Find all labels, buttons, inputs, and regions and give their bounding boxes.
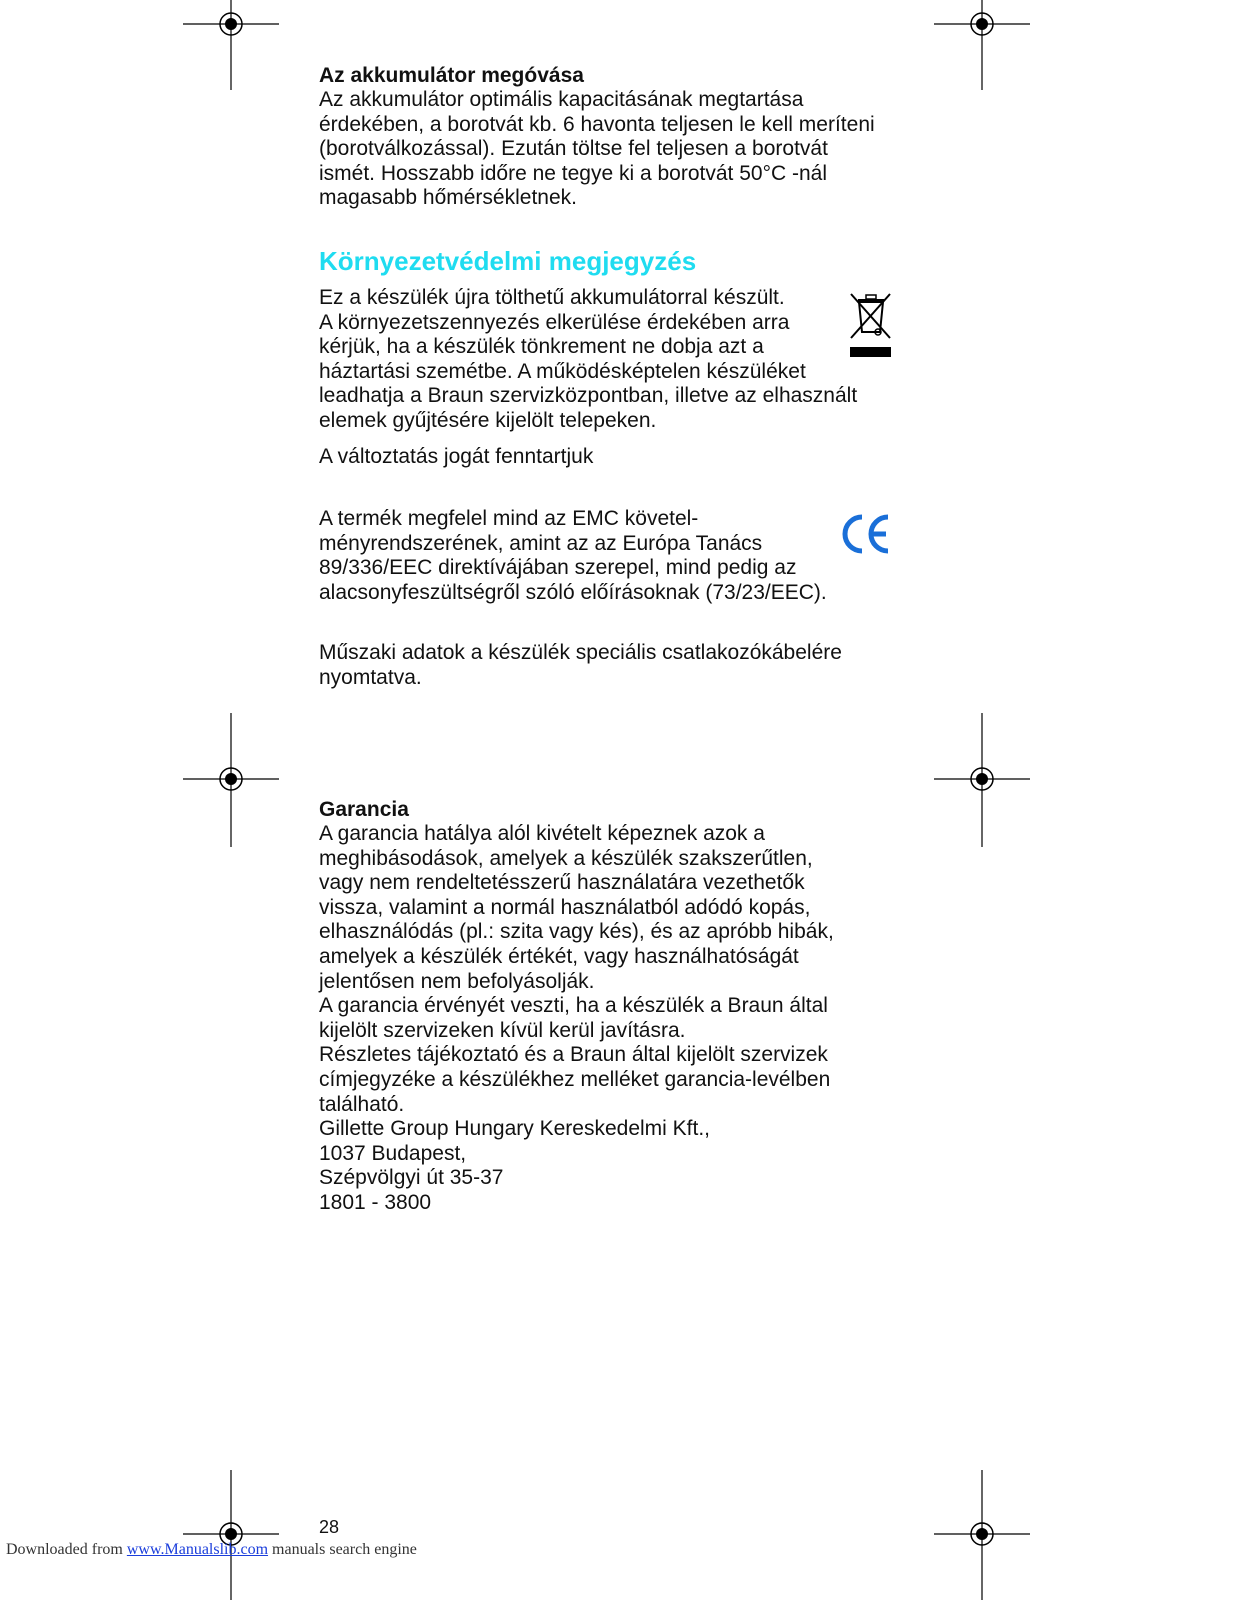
environment-section-body: Ez a készülék újra tölthetű akkumulátorral készült. A környezetszennyezés elkerülése érdekében arra kérjük, ha a készülék tönkrement ne dobja azt a háztartási szemétbe. A működésképtelen készüléket leadhatja a Braun szervizközpontban, illetve az elhasznált elemek gyűjtésére kijelölt telepeken. xyxy=(319,286,858,432)
registration-mark-top-right xyxy=(934,0,1030,96)
registration-mark-bottom-right xyxy=(934,1470,1030,1600)
battery-section-body: Az akkumulátor optimális kapacitásának megtartása érdekében, a borotvát kb. 6 havonta teljesen le kell meríteni (borotválkozással). Ezután töltse fel teljesen a borotvát ismét. Hosszabb időre ne tegye ki a borotvát 50°C -nál magasabb hőmérsékletnek. xyxy=(319,88,875,210)
footer-prefix: Downloaded from xyxy=(6,1541,127,1558)
technical-data-note: Műszaki adatok a készülék speciális csatlakozókábelére nyomtatva. xyxy=(319,641,842,689)
battery-section-title: Az akkumulátor megóvása xyxy=(319,64,584,87)
warranty-section-body: A garancia hatálya alól kivételt képeznek azok a meghibásodások, amelyek a készülék szakszerűtlen, vagy nem rendeltetésszerű használatára vezethetők vissza, valamint a normál használatból adódó kopás, elhasználódás (pl.: szita vagy kés), és az apróbb hibák, amelyek a készülék értékét, vagy használhatóságát jelentősen nem befolyásolják. A garancia érvényét veszti, ha a készülék a Braun által kijelölt szervizeken kívül kerül javításra. Részletes tájékoztató és a Braun által kijelölt szervizek címjegyzéke a készülékhez melléket garancia-levélben található. Gillette Group Hungary Kereskedelmi Kft., 1037 Budapest, Szépvölgyi út 35-37 1801 - 3800 xyxy=(319,822,834,1214)
registration-mark-middle-left xyxy=(183,713,279,849)
reservation-notice: A változtatás jogát fenntartjuk xyxy=(319,445,594,468)
registration-mark-middle-right xyxy=(934,713,1030,849)
footer-suffix: manuals search engine xyxy=(268,1541,417,1558)
warranty-section-title: Garancia xyxy=(319,798,409,821)
crossed-out-wheelie-bin-icon xyxy=(846,290,894,360)
compliance-statement: A termék megfelel mind az EMC követel- ményrendszerének, amint az az Európa Tanács 89/336/EEC direktívájában szerepel, mind pedig az alacsonyfeszültségről szóló előírásoknak (73/23/EEC). xyxy=(319,507,827,604)
environment-section-title: Környezetvédelmi megjegyzés xyxy=(319,246,697,276)
page-number: 28 xyxy=(319,1517,340,1537)
download-footer xyxy=(6,1541,417,1559)
registration-mark-bottom-left xyxy=(183,1470,279,1600)
registration-mark-top-left xyxy=(183,0,279,96)
ce-mark-icon xyxy=(838,511,892,557)
manualslib-link[interactable]: www.Manualslib.com xyxy=(126,1541,269,1558)
